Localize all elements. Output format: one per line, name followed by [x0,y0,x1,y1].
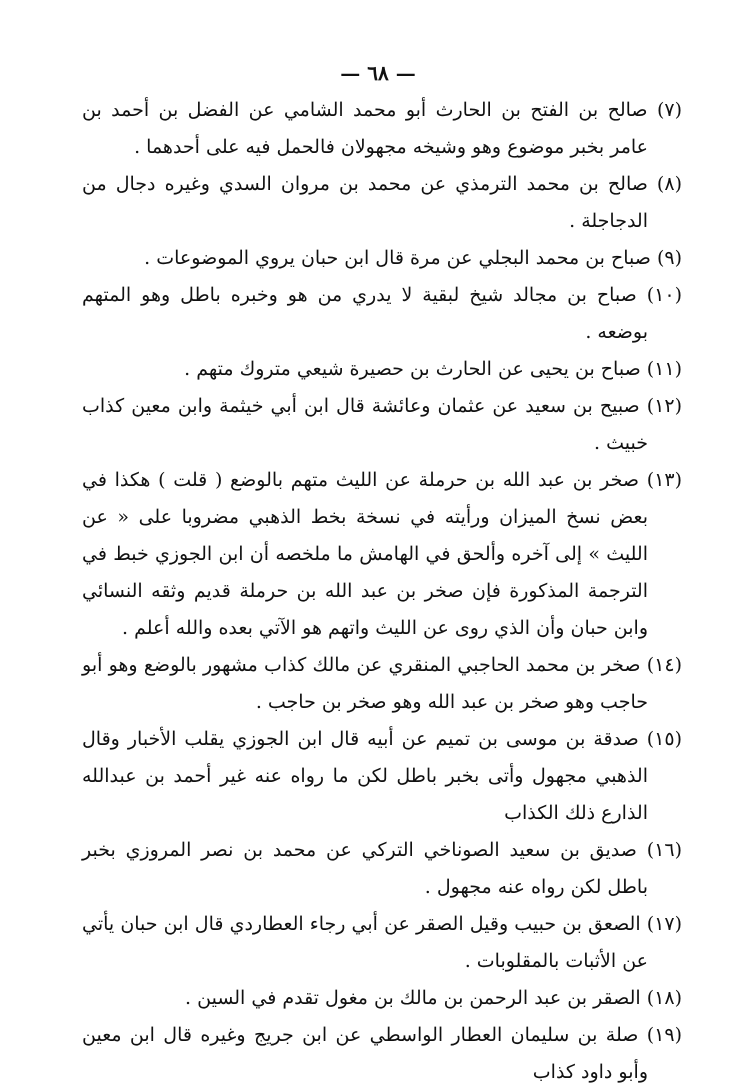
entry-18: (١٨) الصقر بن عبد الرحمن بن مالك بن مغول تقدم في السين . [185,987,682,1009]
entry-7: (٧) صالح بن الفتح بن الحارث أبو محمد الشامي عن الفضل بن أحمد بن عامر بخبر موضوع وهو وشيخه مجهولان فالحمل فيه على أحدهما . [82,99,682,158]
entry-14: (١٤) صخر بن محمد الحاجبي المنقري عن مالك كذاب مشهور بالوضع وهو أبو حاجب وهو صخر بن عبد الله وهو صخر بن حاجب . [82,654,682,713]
entry-15: (١٥) صدقة بن موسى بن تميم عن أبيه قال ابن الجوزي يقلب الأخبار وقال الذهبي مجهول وأتى بخبر باطل لكن ما رواه عنه غير أحمد بن عبدالله الذارع ذلك الكذاب [82,728,682,824]
entry-12: (١٢) صبيح بن سعيد عن عثمان وعائشة قال ابن أبي خيثمة وابن معين كذاب خبيث . [82,395,682,454]
page-number: — ٦٨ — [340,61,416,85]
entry-16: (١٦) صديق بن سعيد الصوناخي التركي عن محمد بن نصر المروزي بخبر باطل لكن رواه عنه مجهول . [82,839,682,898]
entry-11: (١١) صباح بن يحيى عن الحارث بن حصيرة شيعي متروك متهم . [184,358,682,380]
entry-8: (٨) صالح بن محمد الترمذي عن محمد بن مروان السدي وغيره دجال من الدجاجلة . [82,173,682,232]
page-body [82,92,682,1091]
entry-9: (٩) صباح بن محمد البجلي عن مرة قال ابن حبان يروي الموضوعات . [144,247,682,269]
entry-13: (١٣) صخر بن عبد الله بن حرملة عن الليث متهم بالوضع ( قلت ) هكذا في بعض نسخ الميزان ورأيته في نسخة بخط الذهبي مضروبا على « عن الليث » إلى آخره وألحق في الهامش ما ملخصه أن ابن الجوزي خبط في الترجمة المذكورة فإن صخر بن عبد الله بن حرملة قديم وثقه النسائي وابن حبان وأن الذي روى عن الليث واتهم هو الآتي بعده والله أعلم . [82,469,682,639]
entry-19: (١٩) صلة بن سليمان العطار الواسطي عن ابن جريج وغيره قال ابن معين وأبو داود كذاب [82,1024,682,1083]
entry-10: (١٠) صباح بن مجالد شيخ لبقية لا يدري من هو وخبره باطل وهو المتهم بوضعه . [82,284,682,343]
entry-17: (١٧) الصعق بن حبيب وقيل الصقر عن أبي رجاء العطاردي قال ابن حبان يأتي عن الأثبات بالمقلوبات . [82,913,682,972]
